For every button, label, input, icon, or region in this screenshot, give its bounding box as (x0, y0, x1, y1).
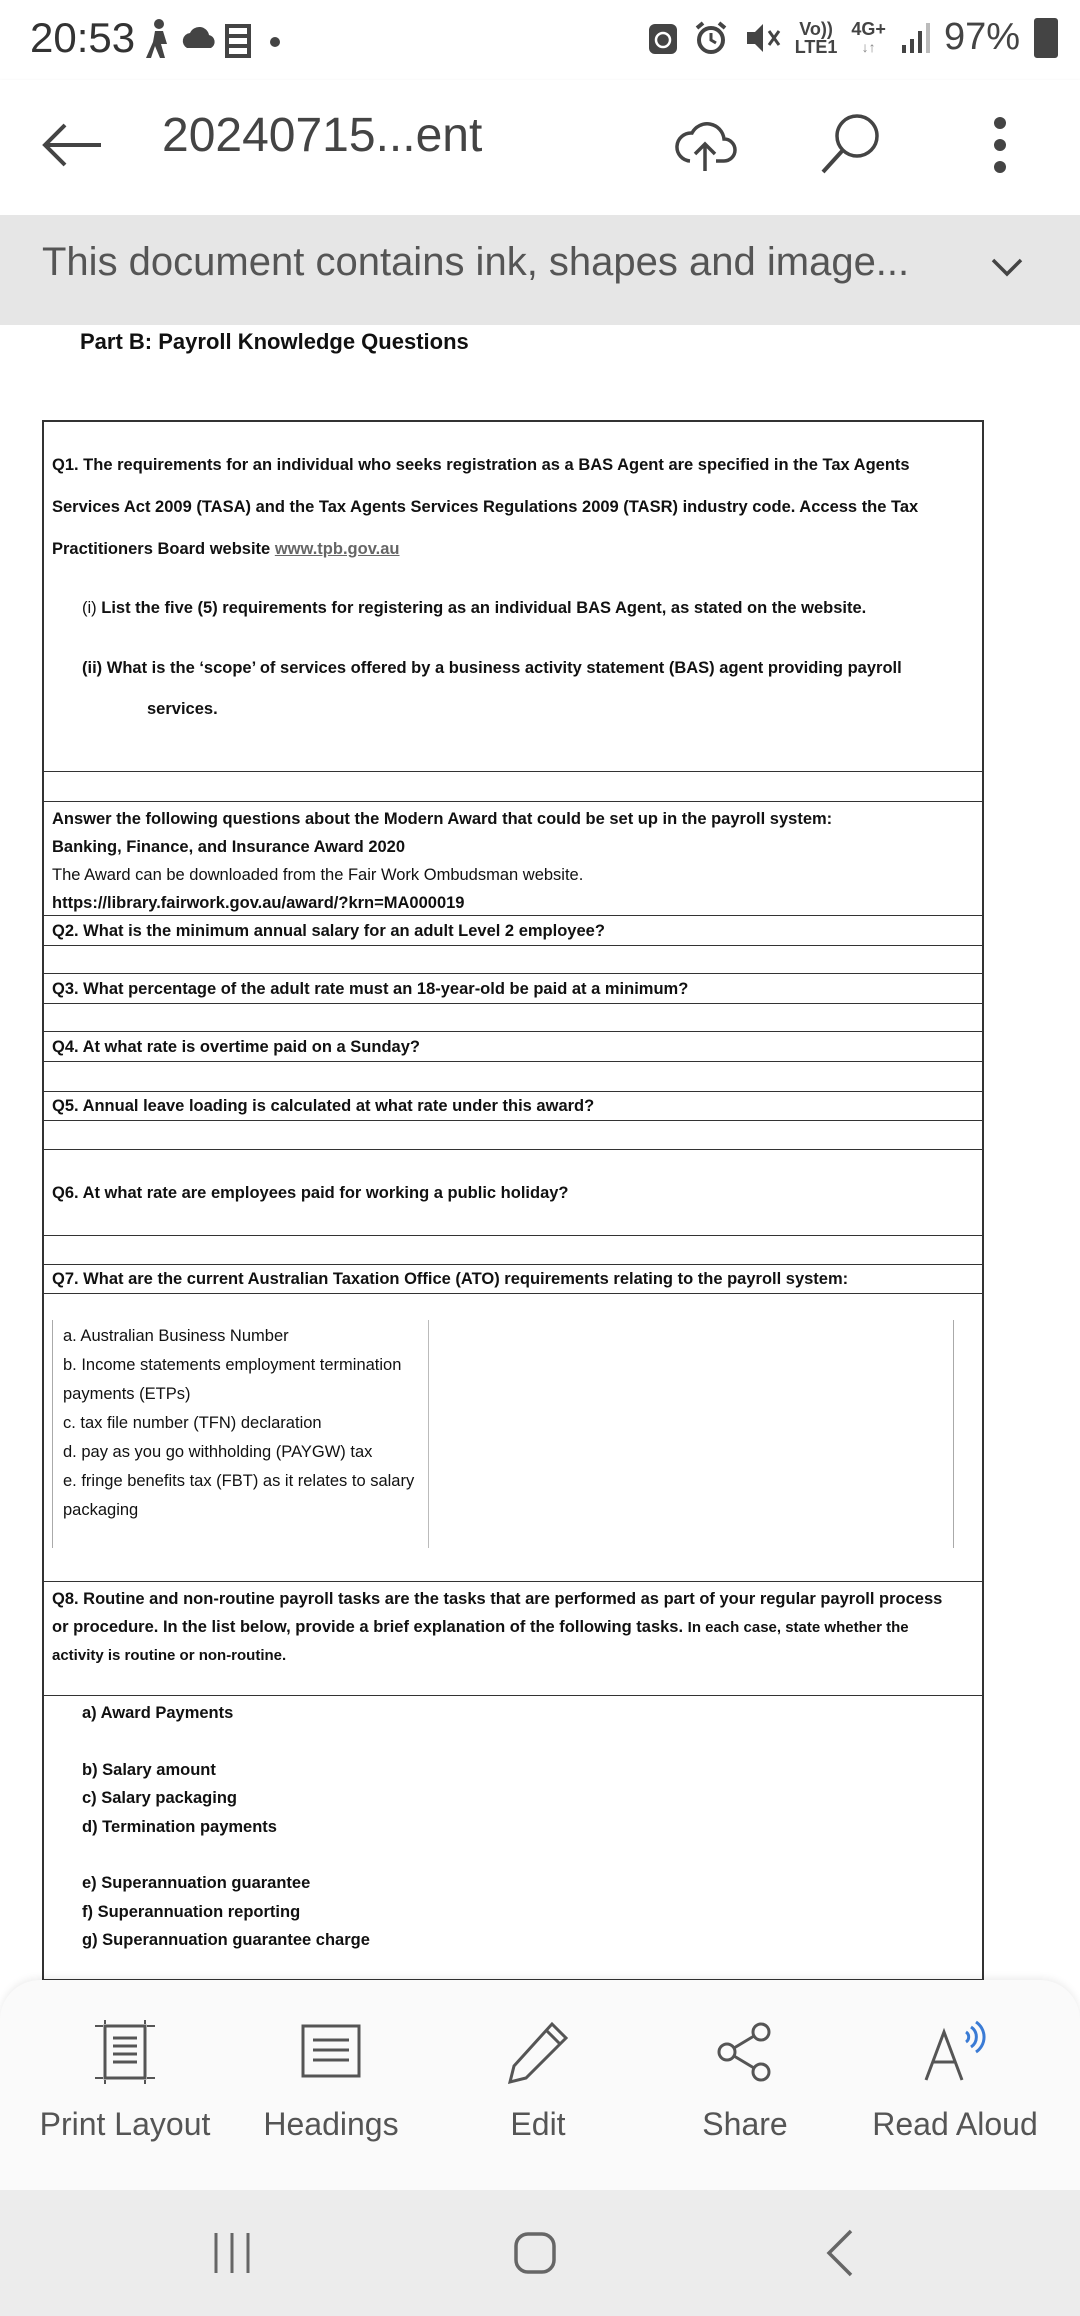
award-intro-line: The Award can be downloaded from the Fair Work Ombudsman website. (52, 866, 584, 884)
q8-cell (44, 1582, 982, 1696)
read-aloud-icon (920, 2020, 990, 2084)
list-item: b. Income statements employment termination payments (ETPs) (63, 1356, 402, 1403)
cloud-icon (183, 27, 215, 48)
print-layout-button[interactable] (20, 2020, 230, 2143)
q7-requirements-table (52, 1320, 954, 1548)
q7-answer-column[interactable] (429, 1320, 953, 1548)
questions-table (42, 420, 984, 2022)
print-layout-icon (93, 2020, 157, 2084)
q7-cell: Q7. What are the current Australian Taxation Office (ATO) requirements relating to the payroll system: (44, 1265, 982, 1294)
walking-icon (146, 19, 167, 58)
back-arrow-icon (41, 123, 105, 167)
more-options-button[interactable] (955, 100, 1045, 190)
q4-cell: Q4. At what rate is overtime paid on a Sunday? (44, 1032, 982, 1062)
recycle-icon (647, 20, 679, 56)
bottom-toolbar (0, 1980, 1080, 2190)
toolbar-label: Share (702, 2106, 788, 2142)
award-url[interactable]: https://library.fairwork.gov.au/award/?krn=MA000019 (52, 894, 465, 912)
signal-icon (900, 21, 930, 55)
q1-line: Services Act 2009 (TASA) and the Tax Agents Services Regulations 2009 (TASR) industry code. Access the Tax (52, 498, 919, 516)
answer-cell[interactable] (44, 1004, 982, 1032)
back-icon (825, 2229, 855, 2277)
headings-icon (299, 2020, 363, 2084)
q1-sub-ii: (ii) What is the ‘scope’ of services offered by a business activity statement (BAS) agent providing payroll (82, 659, 902, 677)
pencil-icon (506, 2020, 570, 2084)
award-name: Banking, Finance, and Insurance Award 2020 (52, 838, 406, 856)
list-item: d) Termination payments (82, 1817, 277, 1836)
edit-button[interactable] (433, 2020, 643, 2143)
battery-icon (1034, 18, 1058, 58)
q8-line: or procedure. In the list below, provide a brief explanation of the following tasks. In each case, state whether the (52, 1618, 909, 1636)
status-right-icons (647, 16, 1058, 59)
q7-requirements-list (53, 1320, 429, 1548)
share-button[interactable] (640, 2020, 850, 2143)
answer-cell[interactable] (44, 772, 982, 802)
back-nav-button[interactable] (800, 2220, 880, 2286)
alarm-icon (693, 20, 729, 56)
app-bar (0, 80, 1080, 215)
q8-tasks-cell (44, 1696, 982, 1980)
q5-cell: Q5. Annual leave loading is calculated at what rate under this award? (44, 1092, 982, 1121)
back-button[interactable] (28, 100, 118, 190)
list-item: g) Superannuation guarantee charge (82, 1931, 370, 1949)
q2-cell: Q2. What is the minimum annual salary for an adult Level 2 employee? (44, 916, 982, 946)
list-item: e) Superannuation guarantee (82, 1874, 311, 1892)
recent-apps-button[interactable] (192, 2220, 272, 2286)
status-time: 20:53 (30, 14, 136, 61)
q1-sub-ii-cont: services. (147, 700, 218, 718)
answer-cell[interactable] (44, 946, 982, 974)
answer-cell[interactable] (44, 1121, 982, 1150)
home-button[interactable] (495, 2220, 575, 2286)
award-intro-cell (44, 802, 982, 916)
q1-line: Q1. The requirements for an individual who seeks registration as a BAS Agent are specified in the Tax Agents (52, 456, 910, 474)
tpb-website-link[interactable]: www.tpb.gov.au (274, 540, 400, 558)
q7-requirements-cell (44, 1320, 982, 1582)
list-item: d. pay as you go withholding (PAYGW) tax (63, 1443, 373, 1461)
home-icon (513, 2231, 557, 2275)
q3-cell: Q3. What percentage of the adult rate must an 18-year-old be paid at a minimum? (44, 974, 982, 1004)
banner-text: This document contains ink, shapes and image... (42, 240, 910, 284)
list-item: e. fringe benefits tax (FBT) as it relates to salary packaging (63, 1472, 415, 1519)
list-item: b) Salary amount (82, 1760, 216, 1779)
answer-cell[interactable] (44, 1062, 982, 1092)
status-bar (0, 0, 1080, 80)
volte-indicator: Vo)) LTE1 (794, 18, 838, 57)
document-info-banner[interactable] (0, 215, 1080, 325)
q1-cell (44, 422, 982, 772)
cloud-upload-icon (670, 117, 740, 173)
read-aloud-button[interactable] (850, 2020, 1060, 2143)
document-viewer[interactable] (0, 325, 1080, 1980)
status-left-icons (145, 18, 295, 71)
q8-line: Q8. Routine and non-routine payroll tasks are the tasks that are performed as part of your regular payroll process (52, 1590, 943, 1608)
list-item: a. Australian Business Number (63, 1327, 289, 1345)
calendar-icon (227, 26, 249, 56)
toolbar-label: Edit (510, 2106, 566, 2142)
q8-line: activity is routine or non-routine. (52, 1647, 287, 1664)
answer-cell[interactable] (44, 1236, 982, 1265)
network-type: 4G+ ↓↑ (851, 18, 886, 55)
system-nav-bar (0, 2190, 1080, 2316)
recent-apps-icon (212, 2231, 252, 2275)
headings-button[interactable] (226, 2020, 436, 2143)
list-item: c. tax file number (TFN) declaration (63, 1414, 322, 1432)
toolbar-label: Headings (263, 2106, 399, 2142)
upload-button[interactable] (660, 100, 750, 190)
list-item: f) Superannuation reporting (82, 1902, 301, 1921)
q6-cell: Q6. At what rate are employees paid for working a public holiday? (44, 1150, 982, 1236)
part-heading: Part B: Payroll Knowledge Questions (80, 329, 469, 354)
q1-line: Practitioners Board website www.tpb.gov.au (52, 540, 400, 558)
chevron-down-icon (990, 255, 1024, 279)
battery-percent: 97% (943, 16, 1020, 58)
share-icon (713, 2020, 777, 2084)
list-item: a) Award Payments (82, 1704, 234, 1722)
search-button[interactable] (805, 100, 895, 190)
q1-sub-i: (i) List the five (5) requirements for registering as an individual BAS Agent, as stated on the website. (82, 599, 867, 617)
award-intro-line: Answer the following questions about the Modern Award that could be set up in the payroll system: (52, 810, 833, 828)
toolbar-label: Print Layout (39, 2106, 211, 2142)
search-icon (817, 112, 883, 178)
toolbar-label: Read Aloud (872, 2106, 1038, 2142)
mute-icon (743, 20, 781, 56)
dot-icon (270, 37, 280, 47)
document-title: 20240715...ent (162, 109, 483, 162)
list-item: c) Salary packaging (82, 1789, 237, 1807)
more-vertical-icon (990, 115, 1010, 175)
